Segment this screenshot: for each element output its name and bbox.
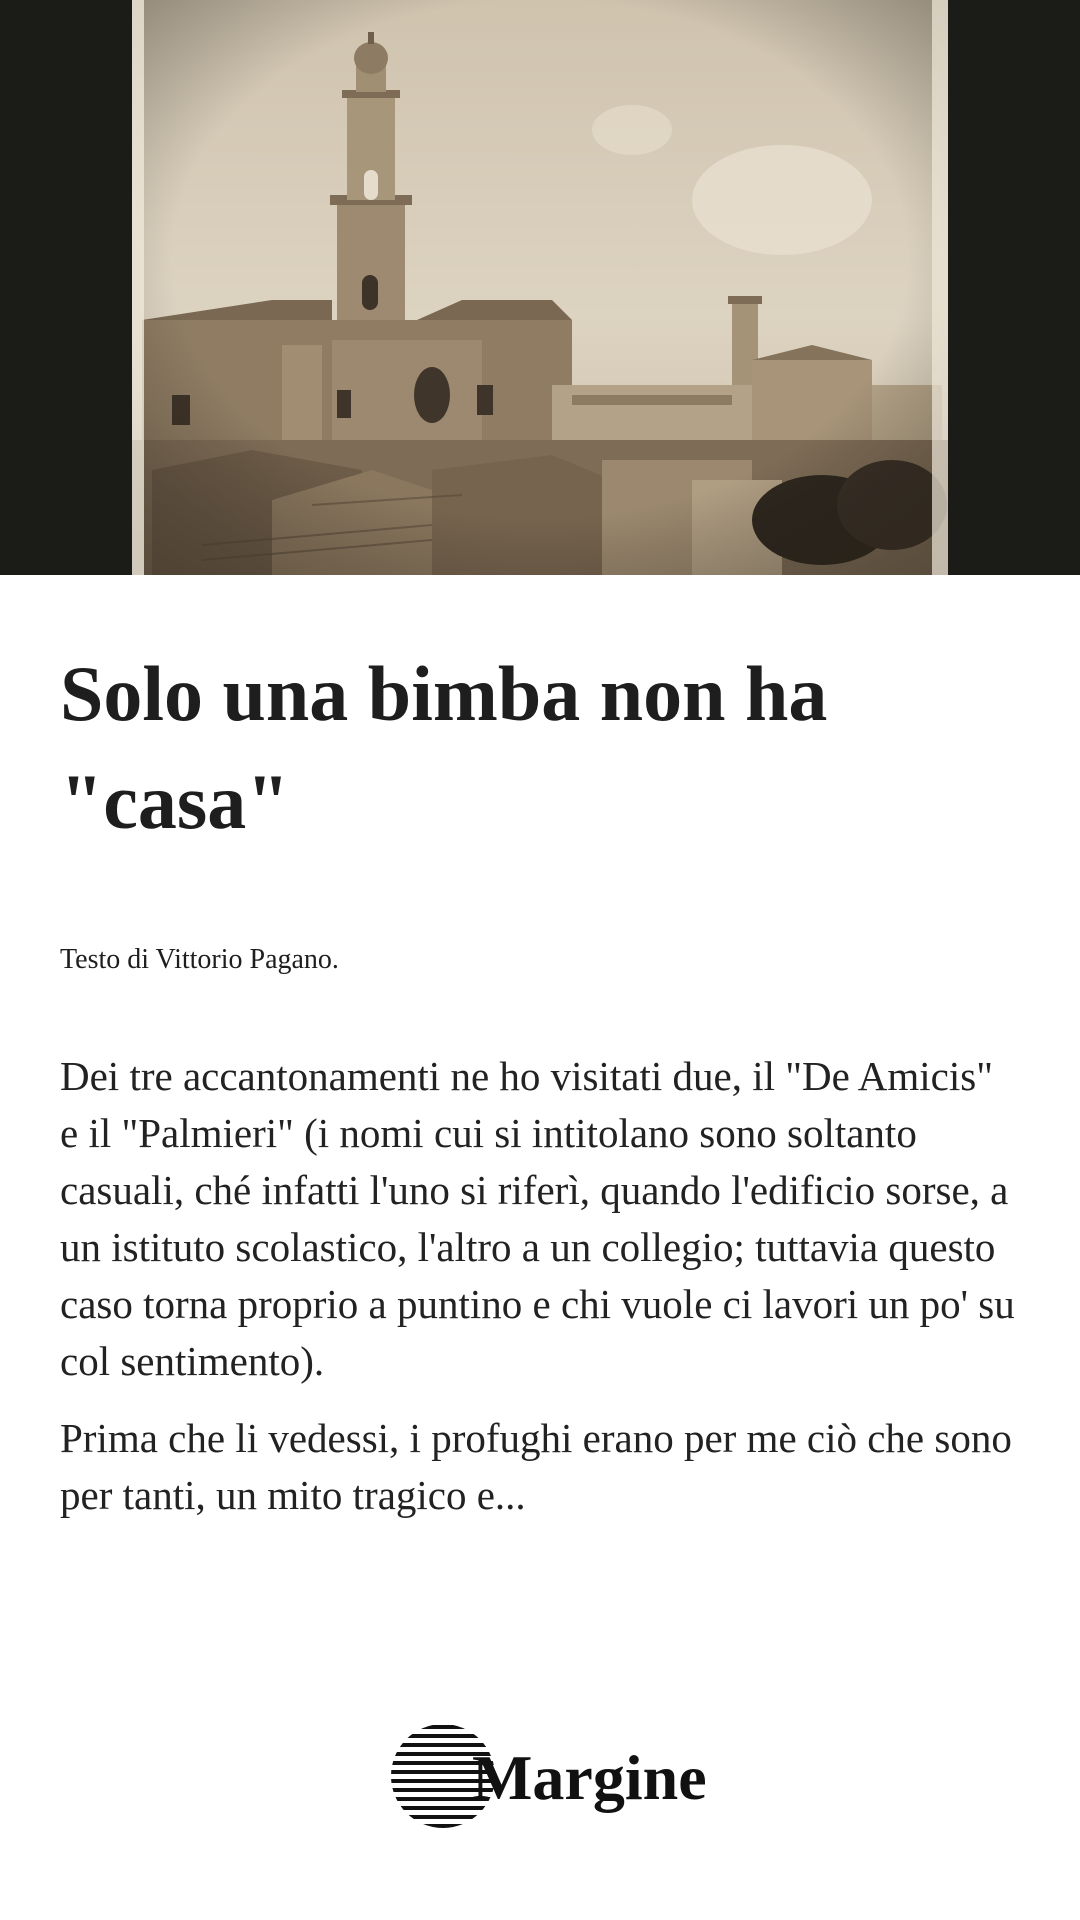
article-title: Solo una bimba non ha "casa" [60, 650, 828, 845]
sepia-town-photo [132, 0, 948, 575]
byline: Testo di Vittorio Pagano. [60, 944, 339, 975]
hero-image [0, 0, 1080, 575]
body-paragraph: Dei tre accantonamenti ne ho visitati due, il "De Amicis" e il "Palmieri" (i nomi cui si intitolano sono soltanto casuali, ché infatti l'uno si riferì, quando l'edificio sorse, a un istituto scolastico, l'altro a un collegio; tuttavia questo caso torna proprio a puntino e chi vuole ci lavori un po' su col sentimento). [60, 1053, 1015, 1384]
article-body [60, 1048, 1020, 1544]
margine-logo-link[interactable] [388, 1718, 707, 1833]
brand-name: Margine [472, 1741, 707, 1813]
body-paragraph: Prima che li vedessi, i profughi erano per me ciò che sono per tanti, un mito tragico e... [60, 1415, 1012, 1518]
